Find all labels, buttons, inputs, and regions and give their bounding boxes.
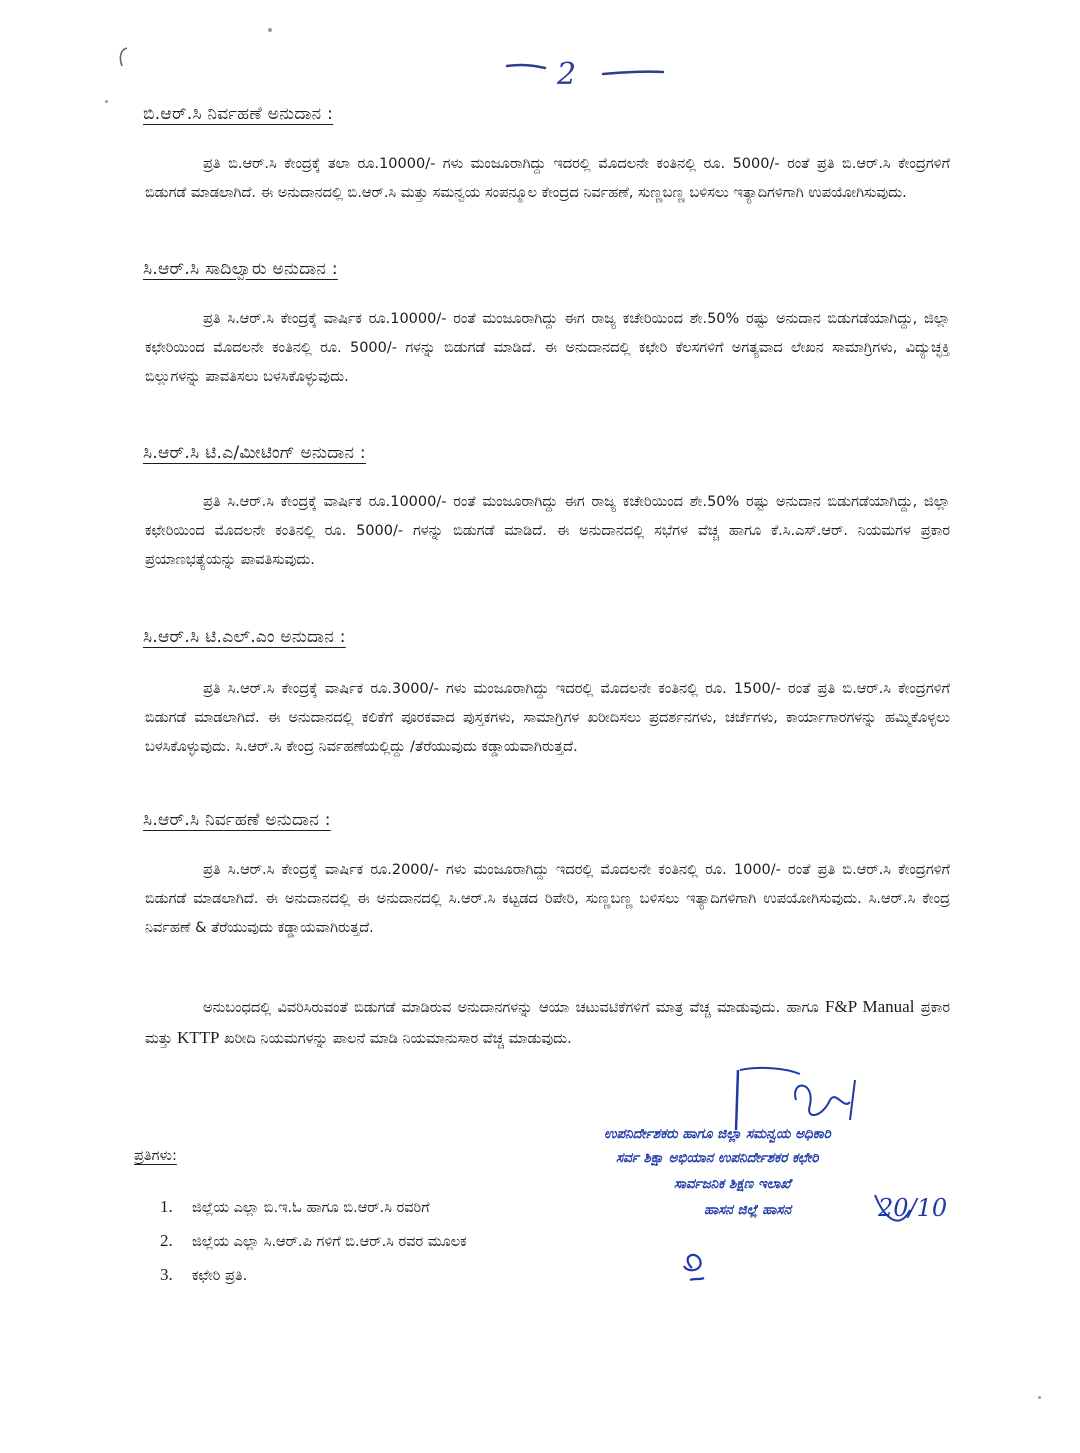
copies-item-number: 3.: [160, 1265, 173, 1284]
scan-mark: [116, 46, 130, 68]
official-stamp-signature: [600, 1060, 980, 1290]
stamp-line-4: ಹಾಸನ ಜಿಲ್ಲೆ ಹಾಸನ: [704, 1202, 791, 1218]
closing-paragraph: [145, 992, 950, 1054]
scan-speck: [105, 100, 108, 103]
section-heading-crc-maintenance: ಸಿ.ಆರ್.ಸಿ ನಿರ್ವಹಣೆ ಅನುದಾನ :: [143, 810, 331, 830]
page-number: [505, 52, 665, 92]
copies-item-number: 1.: [160, 1197, 173, 1216]
copies-list-item: [160, 1224, 467, 1258]
copies-item-text: ಜಿಲ್ಲೆಯ ಎಲ್ಲಾ ಸಿ.ಆರ್.ಪಿ ಗಳಿಗೆ ಬಿ.ಆರ್.ಸಿ ರವರ ಮೂಲಕ: [192, 1234, 467, 1250]
section-heading-crc-tlm: ಸಿ.ಆರ್.ಸಿ ಟಿ.ಎಲ್.ಎಂ ಅನುದಾನ :: [143, 627, 346, 647]
kttp-text: KTTP: [176, 1028, 220, 1047]
page-number-text: 2: [557, 57, 577, 92]
scan-speck: [1038, 1396, 1041, 1399]
section-body-crc-contingency: ಪ್ರತಿ ಸಿ.ಆರ್.ಸಿ ಕೇಂದ್ರಕ್ಕೆ ವಾರ್ಷಿಕ ರೂ.10000/- ರಂತೆ ಮಂಜೂರಾಗಿದ್ದು ಈಗ ರಾಜ್ಯ ಕಚೇರಿಯಿಂದ ಶೇ.50% ರಷ್ಟು ಅನುದಾನ ಬಿಡುಗಡೆಯಾಗಿದ್ದು, ಜಿಲ್ಲಾ ಕಛೇರಿಯಿಂದ ಮೊದಲನೇ ಕಂತಿನಲ್ಲಿ ರೂ. 5000/- ಗಳನ್ನು ಬಿಡುಗಡೆ ಮಾಡಿದೆ. ಈ ಅನುದಾನದಲ್ಲಿ ಕಛೇರಿ ಕೆಲಸಗಳಿಗೆ ಅಗತ್ಯವಾದ ಲೇಖನ ಸಾಮಾಗ್ರಿಗಳು, ವಿದ್ಯುಚ್ಛಕ್ತಿ ಬಿಲ್ಲುಗಳನ್ನು ಪಾವತಿಸಲು ಬಳಸಿಕೊಳ್ಳುವುದು.: [145, 311, 950, 385]
copies-label: ಪ್ರತಿಗಳು:: [134, 1148, 177, 1164]
copies-list-item: [160, 1190, 467, 1224]
stamp-line-2: ಸರ್ವ ಶಿಕ್ಷಾ ಅಭಿಯಾನ ಉಪನಿರ್ದೇಶಕರ ಕಛೇರಿ: [616, 1150, 819, 1166]
copies-item-number: 2.: [160, 1231, 173, 1250]
copies-list: [160, 1190, 467, 1292]
closing-text-3: ಖರೀದಿ ನಿಯಮಗಳನ್ನು ಪಾಲನೆ ಮಾಡಿ ನಿಯಮಾನುಸಾರ ವೆಚ್ಚ ಮಾಡುವುದು.: [219, 1031, 572, 1047]
stamp-date: 20/10: [878, 1194, 948, 1222]
closing-text-2: ಪ್ರಕಾರ ಮತ್ತು: [145, 1000, 950, 1047]
copies-list-item: [160, 1258, 467, 1292]
fp-manual-text: F&P Manual: [825, 997, 915, 1016]
scan-speck: [268, 28, 272, 32]
stamp-line-1: ಉಪನಿರ್ದೇಶಕರು ಹಾಗೂ ಜಿಲ್ಲಾ ಸಮನ್ವಯ ಅಧಿಕಾರಿ: [604, 1126, 831, 1142]
section-body-crc-tlm: ಪ್ರತಿ ಸಿ.ಆರ್.ಸಿ ಕೇಂದ್ರಕ್ಕೆ ವಾರ್ಷಿಕ ರೂ.3000/- ಗಳು ಮಂಜೂರಾಗಿದ್ದು ಇದರಲ್ಲಿ ಮೊದಲನೇ ಕಂತಿನಲ್ಲಿ ರೂ. 1500/- ರಂತೆ ಪ್ರತಿ ಬಿ.ಆರ್.ಸಿ ಕೇಂದ್ರಗಳಿಗೆ ಬಿಡುಗಡೆ ಮಾಡಲಾಗಿದೆ. ಈ ಅನುದಾನದಲ್ಲಿ ಕಲಿಕೆಗೆ ಪೂರಕವಾದ ಪುಸ್ತಕಗಳು, ಸಾಮಾಗ್ರಿಗಳ ಖರೀದಿಸಲು ಪ್ರದರ್ಶನಗಳು, ಚರ್ಚೆಗಳು, ಕಾರ್ಯಾಗಾರಗಳನ್ನು ಹಮ್ಮಿಕೊಳ್ಳಲು ಬಳಸಿಕೊಳ್ಳುವುದು. ಸಿ.ಆರ್.ಸಿ ಕೇಂದ್ರ ನಿರ್ವಹಣೆಯಲ್ಲಿದ್ದು /ತೆರೆಯುವುದು ಕಡ್ಡಾಯವಾಗಿರುತ್ತದೆ.: [145, 681, 950, 755]
stamp-line-3: ಸಾರ್ವಜನಿಕ ಶಿಕ್ಷಣ ಇಲಾಖೆ: [674, 1176, 791, 1192]
section-body-crc-ta-meeting: ಪ್ರತಿ ಸಿ.ಆರ್.ಸಿ ಕೇಂದ್ರಕ್ಕೆ ವಾರ್ಷಿಕ ರೂ.10000/- ರಂತೆ ಮಂಜೂರಾಗಿದ್ದು ಈಗ ರಾಜ್ಯ ಕಚೇರಿಯಿಂದ ಶೇ.50% ರಷ್ಟು ಅನುದಾನ ಬಿಡುಗಡೆಯಾಗಿದ್ದು, ಜಿಲ್ಲಾ ಕಛೇರಿಯಿಂದ ಮೊದಲನೇ ಕಂತಿನಲ್ಲಿ ರೂ. 5000/- ಗಳನ್ನು ಬಿಡುಗಡೆ ಮಾಡಿದೆ. ಈ ಅನುದಾನದಲ್ಲಿ ಸಭೆಗಳ ವೆಚ್ಚ ಹಾಗೂ ಕೆ.ಸಿ.ಎಸ್.ಆರ್. ನಿಯಮಗಳ ಪ್ರಕಾರ ಪ್ರಯಾಣಭತ್ಯೆಯನ್ನು ಪಾವತಿಸುವುದು.: [145, 494, 950, 568]
section-heading-crc-contingency: ಸಿ.ಆರ್.ಸಿ ಸಾದಿಲ್ವಾರು ಅನುದಾನ :: [143, 259, 338, 279]
section-heading-crc-ta-meeting: ಸಿ.ಆರ್.ಸಿ ಟಿ.ಎ/ಮೀಟಿಂಗ್ ಅನುದಾನ :: [143, 443, 366, 463]
closing-text-1: ಅನುಬಂಧದಲ್ಲಿ ವಿವರಿಸಿರುವಂತೆ ಬಿಡುಗಡೆ ಮಾಡಿರುವ ಅನುದಾನಗಳನ್ನು ಆಯಾ ಚಟುವಟಿಕೆಗಳಿಗೆ ಮಾತ್ರ ವೆಚ್ಚ ಮಾಡುವುದು. ಹಾಗೂ: [203, 1000, 826, 1016]
section-body-crc-maintenance: ಪ್ರತಿ ಸಿ.ಆರ್.ಸಿ ಕೇಂದ್ರಕ್ಕೆ ವಾರ್ಷಿಕ ರೂ.2000/- ಗಳು ಮಂಜೂರಾಗಿದ್ದು ಇದರಲ್ಲಿ ಮೊದಲನೇ ಕಂತಿನಲ್ಲಿ ರೂ. 1000/- ರಂತೆ ಪ್ರತಿ ಬಿ.ಆರ್.ಸಿ ಕೇಂದ್ರಗಳಿಗೆ ಬಿಡುಗಡೆ ಮಾಡಲಾಗಿದೆ. ಈ ಅನುದಾನದಲ್ಲಿ ಈ ಅನುದಾನದಲ್ಲಿ ಸಿ.ಆರ್.ಸಿ ಕಟ್ಟಡದ ರಿಪೇರಿ, ಸುಣ್ಣಬಣ್ಣ ಬಳಿಸಲು ಇತ್ಯಾದಿಗಳಿಗಾಗಿ ಉಪಯೋಗಿಸುವುದು. ಸಿ.ಆರ್.ಸಿ ಕೇಂದ್ರ ನಿರ್ವಹಣೆ & ತೆರೆಯುವುದು ಕಡ್ಡಾಯವಾಗಿರುತ್ತದೆ.: [145, 862, 950, 936]
section-body-brc-maintenance: ಪ್ರತಿ ಬಿ.ಆರ್.ಸಿ ಕೇಂದ್ರಕ್ಕೆ ತಲಾ ರೂ.10000/- ಗಳು ಮಂಜೂರಾಗಿದ್ದು ಇದರಲ್ಲಿ ಮೊದಲನೇ ಕಂತಿನಲ್ಲಿ ರೂ. 5000/- ರಂತೆ ಪ್ರತಿ ಬಿ.ಆರ್.ಸಿ ಕೇಂದ್ರಗಳಿಗೆ ಬಿಡುಗಡೆ ಮಾಡಲಾಗಿದೆ. ಈ ಅನುದಾನದಲ್ಲಿ ಬಿ.ಆರ್.ಸಿ ಮತ್ತು ಸಮನ್ವಯ ಸಂಪನ್ಮೂಲ ಕೇಂದ್ರದ ನಿರ್ವಹಣೆ, ಸುಣ್ಣಬಣ್ಣ ಬಳಿಸಲು ಇತ್ಯಾದಿಗಳಿಗಾಗಿ ಉಪಯೋಗಿಸುವುದು.: [145, 156, 950, 201]
copies-item-text: ಜಿಲ್ಲೆಯ ಎಲ್ಲಾ ಬಿ.ಇ.ಓ ಹಾಗೂ ಬಿ.ಆರ್.ಸಿ ರವರಿಗೆ: [192, 1200, 430, 1216]
section-heading-brc-maintenance: ಬಿ.ಆರ್.ಸಿ ನಿರ್ವಹಣೆ ಅನುದಾನ :: [143, 104, 334, 124]
copies-item-text: ಕಛೇರಿ ಪ್ರತಿ.: [192, 1268, 248, 1284]
signature-scrawl: [600, 1060, 980, 1290]
